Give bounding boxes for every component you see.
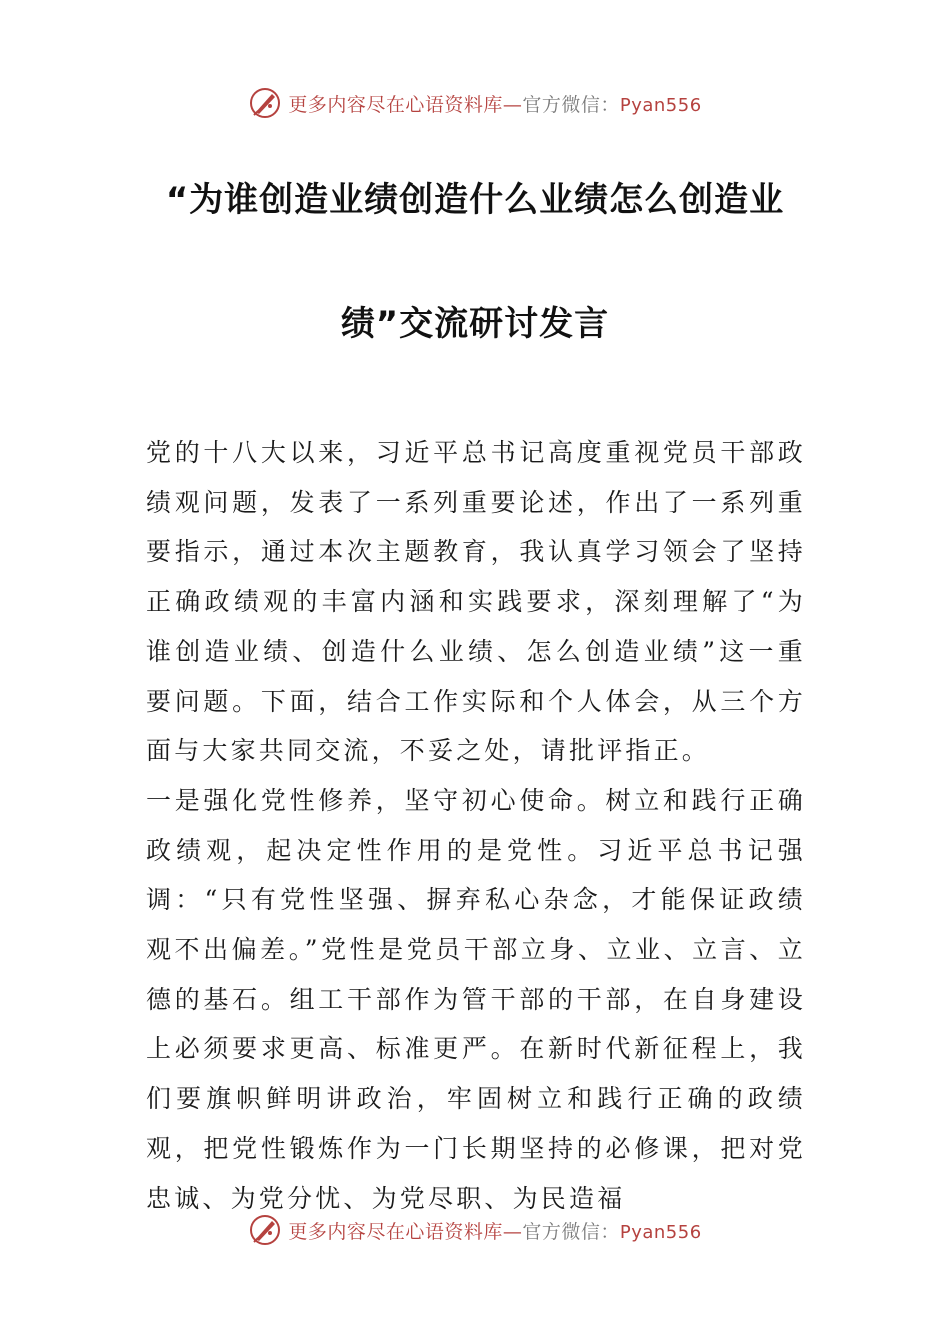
watermark-brand: 更多内容尽在心语资料库 — [288, 93, 503, 116]
watermark-wechat-id: Pyan556 — [619, 94, 702, 116]
document-body — [146, 428, 806, 1223]
watermark-brand: 更多内容尽在心语资料库 — [288, 1220, 503, 1243]
paragraph-intro: 党的十八大以来，习近平总书记高度重视党员干部政绩观问题，发表了一系列重要论述，作出了一系列重要指示，通过本次主题教育，我认真学习领会了坚持正确政绩观的丰富内涵和实践要求，深刻理解了“为谁创造业绩、创造什么业绩、怎么创造业绩”这一重要问题。下面，结合工作实际和个人体会，从三个方面与大家共同交流，不妥之处，请批评指正。 — [146, 438, 806, 766]
watermark-separator: — — [502, 93, 523, 116]
paragraph-point-one: 一是强化党性修养，坚守初心使命。树立和践行正确政绩观，起决定性作用的是党性。习近平总书记强调：“只有党性坚强、摒弃私心杂念，才能保证政绩观不出偏差。”党性是党员干部立身、立业、立言、立德的基石。组工干部作为管干部的干部，在自身建设上必须要求更高、标准更严。在新时代新征程上，我们要旗帜鲜明讲政治，牢固树立和践行正确的政绩观，把党性锻炼作为一门长期坚持的必修课，把对党忠诚、为党分忧、为党尽职、为民造福 — [146, 785, 806, 1213]
watermark-wechat-id: Pyan556 — [619, 1221, 702, 1243]
footer-watermark — [0, 1212, 950, 1248]
document-title-line-2: 绩”交流研讨发言 — [340, 304, 610, 344]
header-watermark — [0, 85, 950, 121]
document-title-line-1: “为谁创造业绩创造什么业绩怎么创造业 — [165, 180, 785, 220]
quill-logo-icon — [248, 1213, 282, 1247]
watermark-wechat-label: 官方微信： — [522, 1220, 620, 1243]
watermark-text — [288, 1217, 701, 1244]
quill-logo-icon — [248, 86, 282, 120]
watermark-text — [288, 90, 701, 117]
watermark-separator: — — [502, 1220, 523, 1243]
watermark-wechat-label: 官方微信： — [522, 93, 620, 116]
